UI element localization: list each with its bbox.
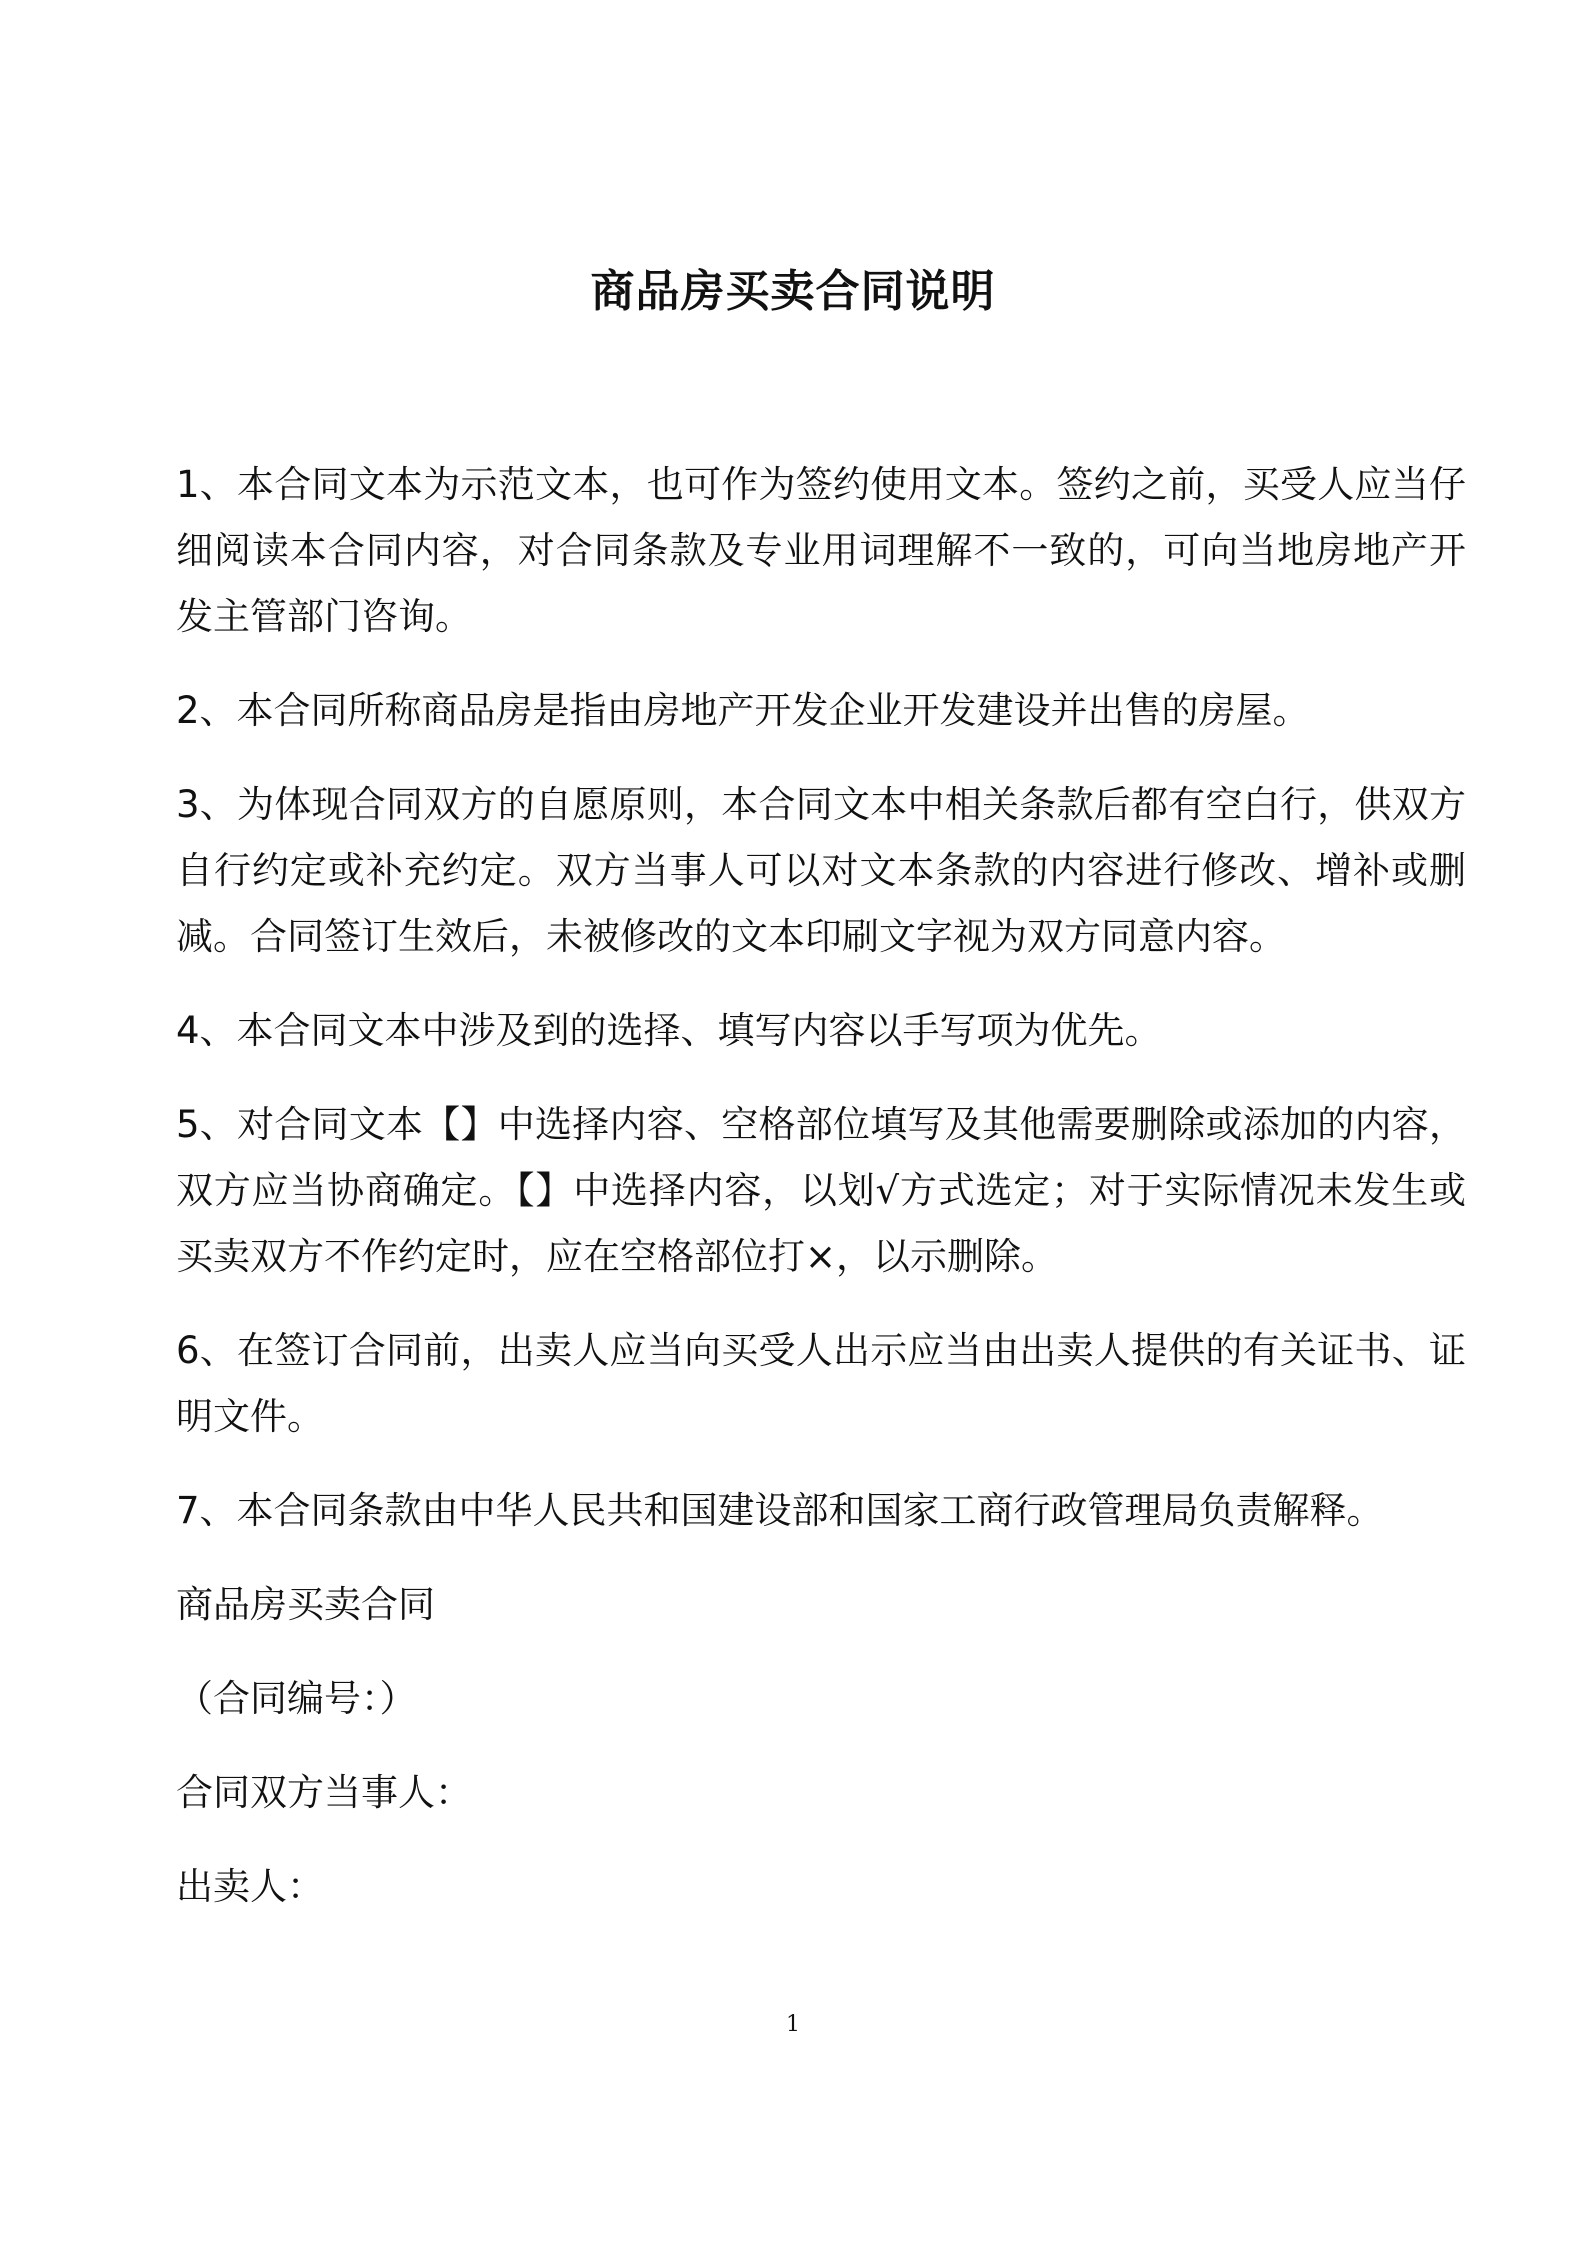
seller-label: 出卖人：: [176, 1865, 324, 1908]
contract-title: 商品房买卖合同: [176, 1583, 435, 1626]
contract-number: （合同编号：）: [176, 1677, 417, 1720]
paragraph-1: 1、本合同文本为示范文本，也可作为签约使用文本。签约之前，买受人应当仔细阅读本合同内容，对合同条款及专业用词理解不一致的，可向当地房地产开发主管部门咨询。: [176, 463, 1466, 638]
page-number: 1: [786, 2012, 800, 2037]
paragraph-5: 5、对合同文本【】中选择内容、空格部位填写及其他需要删除或添加的内容，双方应当协商确定。【】中选择内容，以划√方式选定；对于实际情况未发生或买卖双方不作约定时，应在空格部位打×，以示删除。: [176, 1103, 1466, 1278]
paragraph-6: 6、在签订合同前，出卖人应当向买受人出示应当由出卖人提供的有关证书、证明文件。: [176, 1329, 1466, 1438]
paragraph-3: 3、为体现合同双方的自愿原则，本合同文本中相关条款后都有空白行，供双方自行约定或补充约定。双方当事人可以对文本条款的内容进行修改、增补或删减。合同签订生效后，未被修改的文本印刷文字视为双方同意内容。: [176, 783, 1466, 958]
parties-label: 合同双方当事人：: [176, 1771, 472, 1814]
paragraph-4: 4、本合同文本中涉及到的选择、填写内容以手写项为优先。: [176, 1009, 1162, 1052]
document-title: 商品房买卖合同说明: [590, 266, 996, 317]
document-body: [176, 452, 1466, 1948]
paragraph-7: 7、本合同条款由中华人民共和国建设部和国家工商行政管理局负责解释。: [176, 1489, 1384, 1532]
paragraph-2: 2、本合同所称商品房是指由房地产开发企业开发建设并出售的房屋。: [176, 689, 1310, 732]
